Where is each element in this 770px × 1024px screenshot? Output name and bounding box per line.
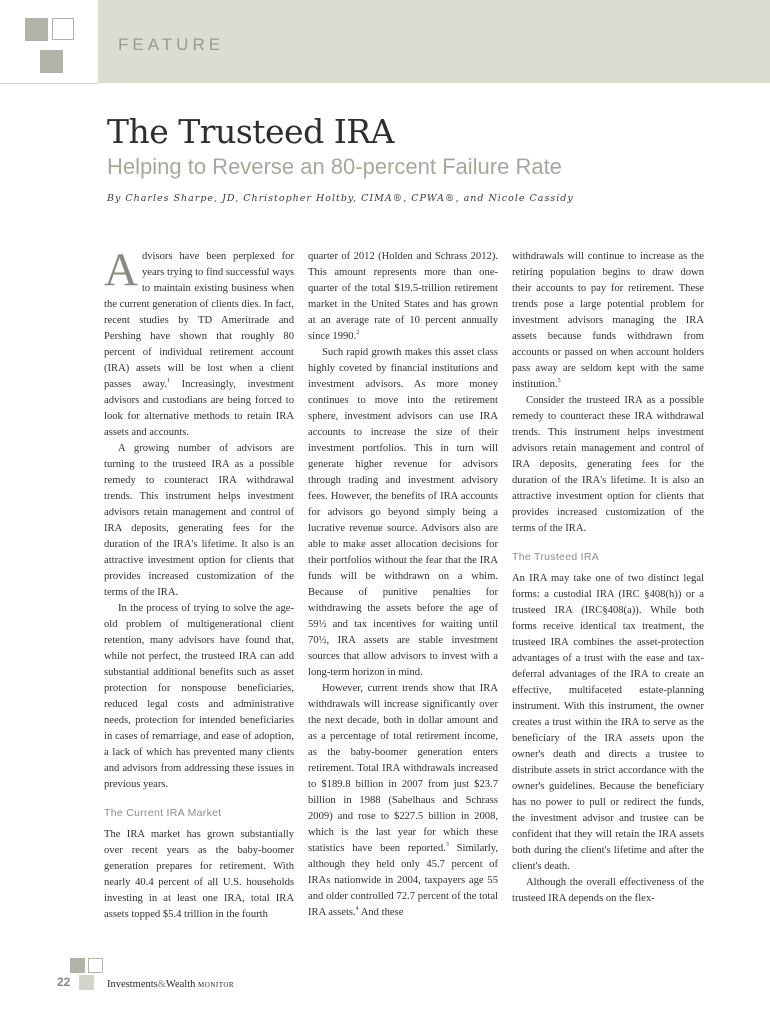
article-subtitle: Helping to Reverse an 80-percent Failure Rate (107, 154, 562, 179)
paragraph: Such rapid growth makes this asset class highly coveted by financial institutions and investment advisors. As more money continues to move into the retirement sphere, investment advisors can use IRA accounts to increase the size of their investment portfolios. This in turn will generate higher revenue for advisors through trading and investment advisory fees. However, the benefits of IRA accounts for advisors go beyond simply being a lucrative revenue source. Advisors also are able to make asset allocation decisions for their portfolios without the fear that the IRA funds will be withdrawn on a whim. Because of punitive penalties for withdrawing the assets before the age of 59½ and tax incentives for waiting until 70½, IRA assets are stable investment sources that allow advisors to invest with a long-term horizon in mind. (308, 347, 498, 678)
paragraph: quarter of 2012 (Holden and Schrass 2012). This amount represents more than one-quarter of the total $19.5-trillion retirement market in the United States and has grown at an average rate of 10 percent annually since 1990.$^2$ (308, 251, 498, 342)
paragraph: An IRA may take one of two distinct legal forms: a custodial IRA (IRC §408(h)) or a trusteed IRA (IRC§408(a)). While both forms receive identical tax treatment, the trusteed IRA combines the asset-protection advantages of a trust with the ease and tax-deferral advantages of the IRA to create an effective, multifaceted estate-planning instrument. With this instrument, the owner creates a trust within the IRA to serve as the beneficiary of the IRA assets upon the owner's death and directs a trustee to distribute assets in strict accordance with the owner's guidelines. Because the beneficiary has no power to pull or redirect the funds, the investment advisor and trustee can be confident that they will retain the IRA assets both during the client's lifetime and after the client's death. (512, 573, 704, 872)
paragraph: withdrawals will continue to increase as the retiring population begins to draw down their accounts to pay for retirement. These trends pose a large potential problem for investment advisors managing the IRA assets because funds withdrawn from accounts or passed on when account holders pass away are seldom kept with the same institution.$^5$ (512, 251, 704, 390)
page-number: 22 (57, 975, 71, 989)
section-label: FEATURE (118, 35, 225, 54)
header-square-outline-decoration (52, 18, 74, 40)
footnote-ref: 4 (355, 906, 359, 912)
header-rule (0, 83, 98, 84)
paragraph: The IRA market has grown substantially over recent years as the baby-boomer generation prepares for retirement. With nearly 40.4 percent of all U.S. households investing in at least one IRA, total IRA assets topped $5.4 trillion in the fourth (104, 829, 294, 920)
column-1 (104, 244, 294, 923)
article-byline: By Charles Sharpe, JD, Christopher Holtby, CIMA®, CPWA®, and Nicole Cassidy (107, 193, 574, 204)
section-subhead: The Trusteed IRA (512, 551, 600, 563)
paragraph: Advisors have been perplexed for years trying to find successful ways to maintain existing business when the current generation of clients dies. In fact, recent studies by TD Ameritrade and Pershing have shown that roughly 80 percent of individual retirement account (IRA) assets will be lost when a client passes away.$^1$ Increasingly, investment advisors and custodians are being forced to look for alternative methods to retain IRA assets and accounts. (104, 244, 294, 438)
drop-cap: A (104, 244, 138, 296)
section-banner (98, 0, 770, 83)
footnote-ref: 5 (557, 378, 561, 384)
section-subhead: The Current IRA Market (104, 807, 222, 819)
paragraph: In the process of trying to solve the age-old problem of multigenerational client retention, many advisors have found that, while not perfect, the trusteed IRA can add substantial additional benefits such as asset protection for nonspouse beneficiaries, reduced legal costs and administrative needs, protection for intended beneficiaries in cases of remarriage, and ease of adoption, a lack of which has prevented many clients and advisors from addressing these issues in previous years. (104, 603, 294, 790)
footnote-ref: 1 (166, 378, 170, 384)
article-title: The Trusteed IRA (107, 112, 394, 151)
paragraph: Consider the trusteed IRA as a possible remedy to counteract these IRA withdrawal trends. This instrument helps investment advisors retain management and control of IRA deposits, generating fees for the duration of the IRA's lifetime. It is also an attractive investment option for clients that provides increased customization of the terms of the IRA. (512, 395, 704, 534)
footer-square-decoration (70, 958, 85, 973)
column-3 (512, 249, 704, 907)
footnote-ref: 3 (445, 842, 449, 848)
paragraph: Although the overall effectiveness of the trusteed IRA depends on the flex- (512, 877, 704, 904)
footer-square-decoration-lower (79, 975, 94, 990)
header-square-decoration (25, 18, 48, 41)
paragraph: A growing number of advisors are turning to the trusteed IRA as a possible remedy to counteract IRA withdrawal trends. This instrument helps investment advisors retain management and control of IRA deposits, generating fees for the duration of the IRA's lifetime. It also is an attractive investment option for clients that provides increased customization of the terms of the IRA. (104, 443, 294, 598)
footer-square-outline-decoration (88, 958, 103, 973)
column-2 (308, 249, 498, 921)
publication-masthead: Investments&Wealth MONITOR (107, 979, 235, 990)
header-square-decoration-lower (40, 50, 63, 73)
footnote-ref: 2 (356, 330, 360, 336)
paragraph: However, current trends show that IRA withdrawals will increase significantly over the next decade, both in dollar amount and as a percentage of total retirement income, as the baby-boomer generation enters retirement. Total IRA withdrawals increased to $189.8 billion in 2007 from just $23.7 billion in 1988 (Sabelhaus and Schrass 2009) and rose to $227.5 billion in 2008, which is the last year for which these statistics have been reported.$^3$ Similarly, although they held only 45.7 percent of IRAs nationwide in 2004, taxpayers age 55 and older controlled 72.7 percent of the total IRA assets.$^4$ And these (308, 683, 498, 918)
